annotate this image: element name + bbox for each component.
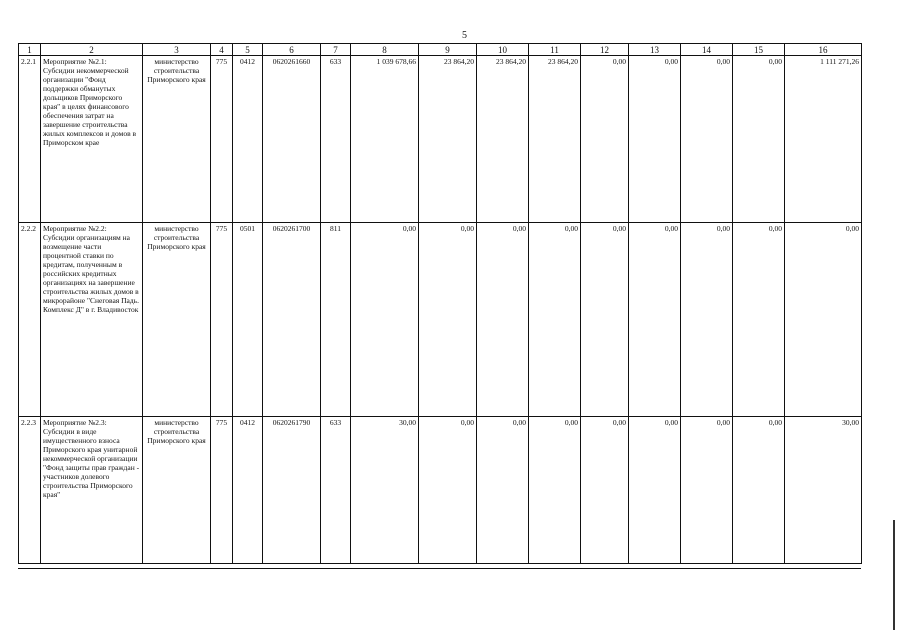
column-header: 15 bbox=[733, 44, 785, 56]
amount-cell: 0,00 bbox=[477, 223, 529, 417]
column-header: 8 bbox=[351, 44, 419, 56]
section-code-cell: 0412 bbox=[233, 417, 263, 564]
scan-edge-mark bbox=[893, 520, 895, 630]
amount-cell: 0,00 bbox=[733, 223, 785, 417]
column-header: 4 bbox=[211, 44, 233, 56]
column-header: 10 bbox=[477, 44, 529, 56]
amount-cell: 0,00 bbox=[629, 56, 681, 223]
amount-cell: 0,00 bbox=[733, 417, 785, 564]
total-cell: 0,00 bbox=[785, 223, 862, 417]
amount-cell: 0,00 bbox=[681, 417, 733, 564]
measure-name: Мероприятие №2.3: Субсидии в виде имущественного взноса Приморского края унитарной некоммерческой организации "Фонд защиты прав граждан - участников долевого строительства Приморского края" bbox=[41, 417, 143, 564]
measure-code: 2.2.3 bbox=[19, 417, 41, 564]
target-article-cell: 0620261700 bbox=[263, 223, 321, 417]
grbs-code-cell: 775 bbox=[211, 56, 233, 223]
table-bottom-border bbox=[18, 568, 861, 569]
amount-cell: 23 864,20 bbox=[477, 56, 529, 223]
amount-cell: 0,00 bbox=[681, 56, 733, 223]
amount-cell: 0,00 bbox=[529, 417, 581, 564]
column-header: 11 bbox=[529, 44, 581, 56]
table-row bbox=[19, 417, 862, 564]
total-cell: 1 111 271,26 bbox=[785, 56, 862, 223]
executor-cell: министерство строительства Приморского края bbox=[143, 223, 211, 417]
amount-cell: 0,00 bbox=[351, 223, 419, 417]
amount-cell: 0,00 bbox=[419, 223, 477, 417]
amount-cell: 1 039 678,66 bbox=[351, 56, 419, 223]
amount-cell: 0,00 bbox=[419, 417, 477, 564]
amount-cell: 0,00 bbox=[477, 417, 529, 564]
column-header: 2 bbox=[41, 44, 143, 56]
executor-cell: министерство строительства Приморского края bbox=[143, 56, 211, 223]
section-code-cell: 0412 bbox=[233, 56, 263, 223]
column-header: 1 bbox=[19, 44, 41, 56]
expense-type-cell: 811 bbox=[321, 223, 351, 417]
column-header: 14 bbox=[681, 44, 733, 56]
amount-cell: 0,00 bbox=[629, 223, 681, 417]
column-header: 12 bbox=[581, 44, 629, 56]
column-header: 6 bbox=[263, 44, 321, 56]
column-number-row bbox=[19, 44, 862, 56]
amount-cell: 23 864,20 bbox=[529, 56, 581, 223]
amount-cell: 0,00 bbox=[681, 223, 733, 417]
amount-cell: 0,00 bbox=[733, 56, 785, 223]
measure-code: 2.2.2 bbox=[19, 223, 41, 417]
grbs-code-cell: 775 bbox=[211, 417, 233, 564]
page-number: 5 bbox=[462, 30, 467, 41]
amount-cell: 0,00 bbox=[581, 417, 629, 564]
amount-cell: 0,00 bbox=[581, 223, 629, 417]
column-header: 9 bbox=[419, 44, 477, 56]
total-cell: 30,00 bbox=[785, 417, 862, 564]
column-header: 16 bbox=[785, 44, 862, 56]
measure-name: Мероприятие №2.2: Субсидии организациям на возмещение части процентной ставки по кредитам, полученным в российских кредитных организациях на завершение строительства жилых домов в микрорайоне "Снеговая Падь. Комплекс Д" в г. Владивосток bbox=[41, 223, 143, 417]
budget-table bbox=[18, 43, 862, 564]
amount-cell: 23 864,20 bbox=[419, 56, 477, 223]
section-code-cell: 0501 bbox=[233, 223, 263, 417]
table-row bbox=[19, 223, 862, 417]
expense-type-cell: 633 bbox=[321, 417, 351, 564]
grbs-code-cell: 775 bbox=[211, 223, 233, 417]
amount-cell: 0,00 bbox=[581, 56, 629, 223]
amount-cell: 30,00 bbox=[351, 417, 419, 564]
target-article-cell: 0620261660 bbox=[263, 56, 321, 223]
table-row bbox=[19, 56, 862, 223]
amount-cell: 0,00 bbox=[629, 417, 681, 564]
expense-type-cell: 633 bbox=[321, 56, 351, 223]
measure-code: 2.2.1 bbox=[19, 56, 41, 223]
amount-cell: 0,00 bbox=[529, 223, 581, 417]
column-header: 3 bbox=[143, 44, 211, 56]
executor-cell: министерство строительства Приморского края bbox=[143, 417, 211, 564]
measure-name: Мероприятие №2.1: Субсидии некоммерческой организации "Фонд поддержки обманутых дольщиков Приморского края" в целях финансового обеспечения затрат на завершение строительства жилых комплексов и домов в Приморском крае bbox=[41, 56, 143, 223]
column-header: 7 bbox=[321, 44, 351, 56]
column-header: 5 bbox=[233, 44, 263, 56]
column-header: 13 bbox=[629, 44, 681, 56]
target-article-cell: 0620261790 bbox=[263, 417, 321, 564]
